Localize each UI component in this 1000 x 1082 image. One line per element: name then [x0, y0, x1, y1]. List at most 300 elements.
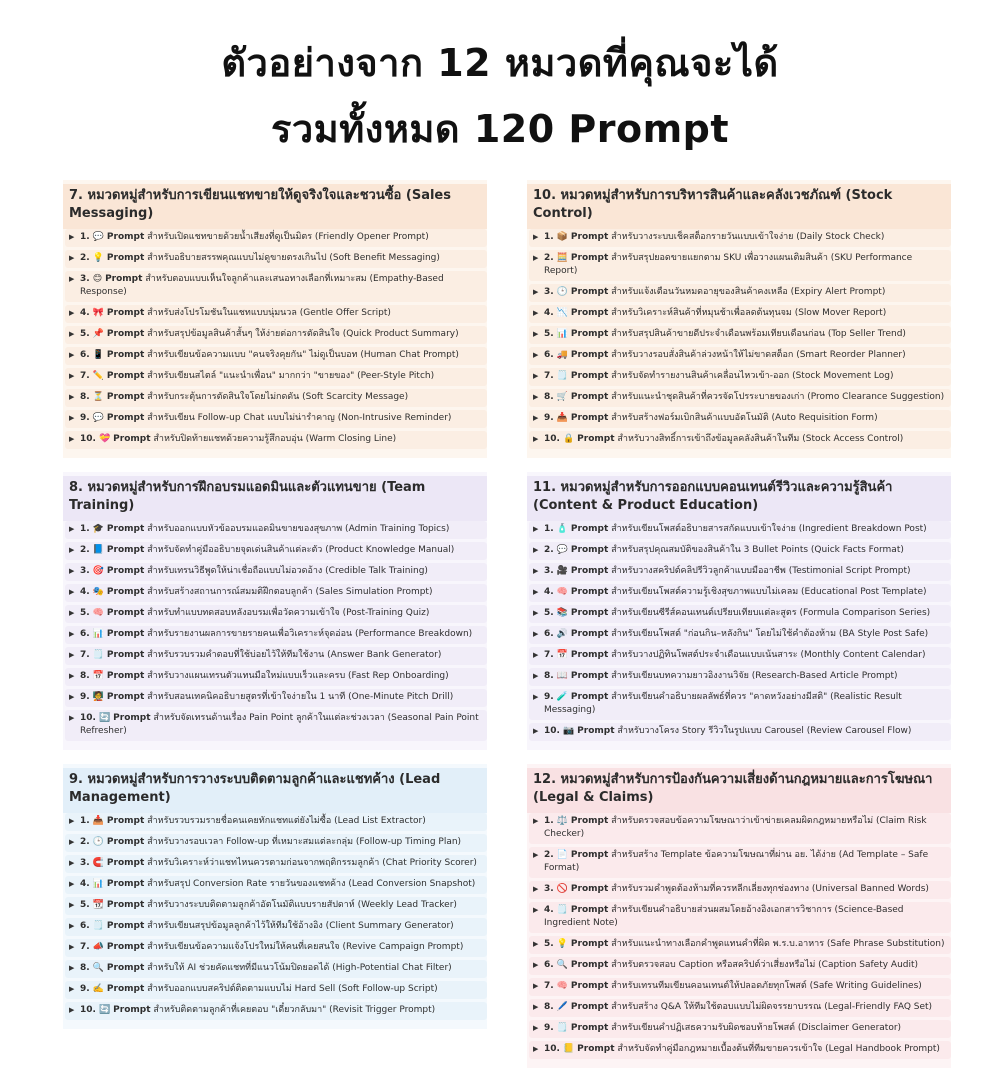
- toggle-triangle-icon[interactable]: ▶: [69, 943, 75, 951]
- prompt-text: [80, 307, 483, 320]
- prompt-description: สำหรับเทรนวิธีพูดให้น่าเชื่อถือแบบไม่อวดอ้าง (Credible Talk Training): [147, 566, 428, 576]
- prompt-emoji-icon: 🕒: [556, 287, 568, 297]
- prompt-toggle-item[interactable]: [65, 271, 487, 302]
- prompt-number: 5.: [80, 329, 90, 339]
- category-section: [527, 472, 951, 750]
- prompt-number: 1.: [80, 232, 90, 242]
- prompt-toggle-item[interactable]: [529, 305, 951, 323]
- prompt-label: Prompt: [113, 713, 151, 723]
- prompt-label: Prompt: [570, 960, 609, 970]
- category-title: 10. หมวดหมู่สำหรับการบริหารสินค้าและคลังเวชภัณฑ์ (Stock Control): [527, 184, 951, 229]
- prompt-emoji-icon: 💬: [556, 545, 568, 555]
- toggle-triangle-icon[interactable]: ▶: [69, 435, 75, 443]
- prompt-text: [544, 959, 947, 972]
- toggle-triangle-icon[interactable]: ▶: [69, 1006, 75, 1014]
- prompt-description: สำหรับรวบรวมคำตอบที่ใช้บ่อยไว้ให้ทีมใช้งาน (Answer Bank Generator): [147, 650, 442, 660]
- prompt-emoji-icon: 🔒: [562, 434, 575, 444]
- prompt-description: สำหรับเขียนโพสต์ความรู้เชิงสุขภาพแบบไม่เคลม (Educational Post Template): [611, 587, 927, 597]
- toggle-triangle-icon[interactable]: ▶: [69, 880, 75, 888]
- toggle-triangle-icon[interactable]: ▶: [69, 714, 75, 722]
- prompt-emoji-icon: 🚚: [556, 350, 568, 360]
- prompt-toggle-item[interactable]: [529, 563, 951, 581]
- prompt-label: Prompt: [106, 837, 145, 847]
- toggle-triangle-icon[interactable]: ▶: [533, 1024, 539, 1032]
- prompt-text: [544, 328, 947, 341]
- prompt-toggle-item[interactable]: [65, 542, 487, 560]
- toggle-triangle-icon[interactable]: ▶: [533, 630, 539, 638]
- toggle-triangle-icon[interactable]: ▶: [69, 351, 75, 359]
- prompt-emoji-icon: 📣: [92, 942, 104, 952]
- prompt-number: 7.: [544, 981, 554, 991]
- prompt-number: 6.: [544, 960, 554, 970]
- prompt-toggle-item[interactable]: [65, 326, 487, 344]
- prompt-description: สำหรับวางระบบติดตามลูกค้าอัตโนมัติแบบรายสัปดาห์ (Weekly Lead Tracker): [147, 900, 457, 910]
- toggle-triangle-icon[interactable]: ▶: [533, 233, 539, 241]
- prompt-emoji-icon: 📦: [556, 232, 568, 242]
- toggle-triangle-icon[interactable]: ▶: [533, 727, 539, 735]
- toggle-triangle-icon[interactable]: ▶: [533, 372, 539, 380]
- prompt-description: สำหรับให้ AI ช่วยคัดแชทที่มีแนวโน้มปิดยอดได้ (High-Potential Chat Filter): [147, 963, 452, 973]
- prompt-text: [80, 815, 483, 828]
- prompt-text: [544, 391, 947, 404]
- prompt-emoji-icon: ✏️: [92, 371, 104, 381]
- prompt-emoji-icon: 🎭: [92, 587, 104, 597]
- prompt-emoji-icon: 📷: [562, 726, 575, 736]
- prompt-number: 3.: [80, 858, 90, 868]
- prompt-emoji-icon: 🔍: [556, 960, 568, 970]
- prompt-number: 5.: [80, 900, 90, 910]
- prompt-description: สำหรับปิดท้ายแชทด้วยความรู้สึกอบอุ่น (Warm Closing Line): [153, 434, 397, 444]
- prompt-toggle-item[interactable]: [65, 939, 487, 957]
- prompt-number: 1.: [80, 524, 90, 534]
- prompt-number: 2.: [80, 545, 90, 555]
- prompt-description: สำหรับวางแผนเทรนตัวแทนมือใหม่แบบเร็วและครบ (Fast Rep Onboarding): [147, 671, 449, 681]
- prompt-text: [80, 433, 483, 446]
- prompt-description: สำหรับวางระบบเช็คสต็อกรายวันแบบเข้าใจง่าย (Daily Stock Check): [611, 232, 885, 242]
- prompt-emoji-icon: 📥: [556, 413, 568, 423]
- toggle-triangle-icon[interactable]: ▶: [533, 254, 539, 262]
- toggle-triangle-icon[interactable]: ▶: [69, 372, 75, 380]
- prompt-description: สำหรับเขียนโพสต์ "ก่อนกิน–หลังกิน" โดยไม่ใช้คำต้องห้าม (BA Style Post Safe): [611, 629, 929, 639]
- toggle-triangle-icon[interactable]: ▶: [69, 859, 75, 867]
- prompt-text: [80, 983, 483, 996]
- toggle-triangle-icon[interactable]: ▶: [533, 309, 539, 317]
- prompt-toggle-item[interactable]: [529, 250, 951, 281]
- prompt-toggle-item[interactable]: [65, 229, 487, 247]
- prompt-number: 10.: [80, 713, 96, 723]
- prompt-toggle-item[interactable]: [529, 813, 951, 844]
- prompt-text: [80, 412, 483, 425]
- prompt-number: 9.: [544, 692, 554, 702]
- toggle-triangle-icon[interactable]: ▶: [533, 906, 539, 914]
- prompt-emoji-icon: 💝: [98, 434, 111, 444]
- prompt-emoji-icon: 🔄: [98, 713, 111, 723]
- prompt-label: Prompt: [106, 253, 145, 263]
- prompt-text: [544, 691, 947, 717]
- prompt-toggle-item[interactable]: [65, 981, 487, 999]
- prompt-number: 2.: [544, 545, 554, 555]
- toggle-triangle-icon[interactable]: ▶: [69, 275, 75, 283]
- toggle-triangle-icon[interactable]: ▶: [533, 651, 539, 659]
- prompt-emoji-icon: 📚: [556, 608, 568, 618]
- toggle-triangle-icon[interactable]: ▶: [69, 254, 75, 262]
- prompt-toggle-item[interactable]: [65, 250, 487, 268]
- prompt-text: [80, 878, 483, 891]
- prompt-description: สำหรับตรวจสอบ Caption หรือสคริปต์ว่าเสี่ยงหรือไม่ (Caption Safety Audit): [611, 960, 919, 970]
- prompt-toggle-item[interactable]: [65, 897, 487, 915]
- prompt-toggle-item[interactable]: [65, 368, 487, 386]
- prompt-toggle-item[interactable]: [529, 978, 951, 996]
- prompt-label: Prompt: [577, 726, 615, 736]
- prompt-label: Prompt: [106, 629, 145, 639]
- prompt-number: 3.: [80, 274, 90, 284]
- category-title: 12. หมวดหมู่สำหรับการป้องกันความเสี่ยงด้านกฎหมายและการโฆษณา (Legal & Claims): [527, 768, 951, 813]
- toggle-triangle-icon[interactable]: ▶: [69, 672, 75, 680]
- toggle-triangle-icon[interactable]: ▶: [69, 567, 75, 575]
- toggle-triangle-icon[interactable]: ▶: [69, 330, 75, 338]
- toggle-triangle-icon[interactable]: ▶: [69, 838, 75, 846]
- prompt-description: สำหรับสรุปสินค้าขายดีประจำเดือนพร้อมเทียบเดือนก่อน (Top Seller Trend): [611, 329, 906, 339]
- prompt-toggle-item[interactable]: [529, 723, 951, 741]
- prompt-label: Prompt: [570, 884, 609, 894]
- toggle-triangle-icon[interactable]: ▶: [533, 982, 539, 990]
- prompt-label: Prompt: [570, 392, 609, 402]
- right-column: [527, 180, 951, 1082]
- toggle-triangle-icon[interactable]: ▶: [69, 693, 75, 701]
- prompt-description: สำหรับออกแบบสคริปต์ติดตามแบบไม่ Hard Sell (Soft Follow-up Script): [147, 984, 438, 994]
- prompt-toggle-item[interactable]: [65, 584, 487, 602]
- prompt-emoji-icon: 🛒: [556, 392, 568, 402]
- category-title: 11. หมวดหมู่สำหรับการออกแบบคอนเทนต์รีวิวและความรู้สินค้า (Content & Product Education): [527, 476, 951, 521]
- prompt-toggle-item[interactable]: [529, 626, 951, 644]
- headline: [0, 30, 1000, 162]
- toggle-triangle-icon[interactable]: ▶: [69, 630, 75, 638]
- prompt-label: Prompt: [106, 671, 145, 681]
- prompt-toggle-item[interactable]: [65, 389, 487, 407]
- prompt-emoji-icon: 🎯: [92, 566, 104, 576]
- toggle-triangle-icon[interactable]: ▶: [533, 1045, 539, 1053]
- prompt-description: สำหรับวางสิทธิ์การเข้าถึงข้อมูลคลังสินค้าในทีม (Stock Access Control): [617, 434, 904, 444]
- prompt-description: สำหรับวิเคราะห์สินค้าที่หมุนช้าเพื่อลดต้นทุนจม (Slow Mover Report): [611, 308, 887, 318]
- prompt-text: [544, 607, 947, 620]
- prompt-emoji-icon: 📊: [556, 329, 568, 339]
- prompt-description: สำหรับจัดเทรนด้านเรื่อง Pain Point ลูกค้าในแต่ละช่วงเวลา (Seasonal Pain Point Refresher): [80, 713, 479, 736]
- prompt-text: [544, 231, 947, 244]
- prompt-emoji-icon: 🖊️: [556, 1002, 568, 1012]
- toggle-triangle-icon[interactable]: ▶: [69, 609, 75, 617]
- prompt-emoji-icon: 💬: [92, 232, 104, 242]
- prompt-label: Prompt: [570, 1002, 609, 1012]
- prompt-number: 7.: [80, 942, 90, 952]
- category-section: [527, 180, 951, 458]
- prompt-emoji-icon: 🎀: [92, 308, 104, 318]
- toggle-triangle-icon[interactable]: ▶: [533, 940, 539, 948]
- prompt-number: 4.: [544, 308, 554, 318]
- prompt-toggle-item[interactable]: [529, 326, 951, 344]
- prompt-text: [80, 391, 483, 404]
- prompt-label: Prompt: [106, 816, 145, 826]
- prompt-label: Prompt: [570, 524, 609, 534]
- prompt-emoji-icon: ✍️: [92, 984, 104, 994]
- toggle-triangle-icon[interactable]: ▶: [533, 961, 539, 969]
- toggle-triangle-icon[interactable]: ▶: [69, 922, 75, 930]
- prompt-label: Prompt: [106, 900, 145, 910]
- toggle-triangle-icon[interactable]: ▶: [533, 414, 539, 422]
- prompt-description: สำหรับสร้าง Template ข้อความโฆษณาที่ผ่าน อย. ได้ง่าย (Ad Template – Safe Format): [544, 850, 929, 873]
- prompt-toggle-item[interactable]: [529, 347, 951, 365]
- prompt-emoji-icon: 📆: [92, 900, 104, 910]
- prompt-toggle-item[interactable]: [529, 229, 951, 247]
- prompt-toggle-item[interactable]: [529, 936, 951, 954]
- prompt-label: Prompt: [570, 692, 609, 702]
- prompt-emoji-icon: 💬: [92, 413, 104, 423]
- prompt-toggle-item[interactable]: [529, 431, 951, 449]
- prompt-text: [544, 586, 947, 599]
- prompt-description: สำหรับสรุปคุณสมบัติของสินค้าใน 3 Bullet Points (Quick Facts Format): [611, 545, 904, 555]
- prompt-toggle-item[interactable]: [65, 710, 487, 741]
- prompt-toggle-item[interactable]: [529, 368, 951, 386]
- prompt-description: สำหรับสรุปยอดขายแยกตาม SKU เพื่อวางแผนเติมสินค้า (SKU Performance Report): [544, 253, 913, 276]
- prompt-number: 4.: [80, 587, 90, 597]
- prompt-toggle-item[interactable]: [529, 521, 951, 539]
- category-section: [63, 180, 487, 458]
- prompt-toggle-item[interactable]: [529, 647, 951, 665]
- prompt-description: สำหรับเขียนซีรีส์คอนเทนต์เปรียบเทียบแต่ละสูตร (Formula Comparison Series): [611, 608, 931, 618]
- toggle-triangle-icon[interactable]: ▶: [533, 588, 539, 596]
- prompt-toggle-item[interactable]: [529, 284, 951, 302]
- toggle-triangle-icon[interactable]: ▶: [69, 817, 75, 825]
- prompt-emoji-icon: 📉: [556, 308, 568, 318]
- prompt-emoji-icon: ⚖️: [556, 816, 568, 826]
- toggle-triangle-icon[interactable]: ▶: [533, 609, 539, 617]
- prompt-toggle-item[interactable]: [65, 834, 487, 852]
- prompt-text: [544, 670, 947, 683]
- toggle-triangle-icon[interactable]: ▶: [533, 817, 539, 825]
- prompt-toggle-item[interactable]: [65, 855, 487, 873]
- toggle-triangle-icon[interactable]: ▶: [533, 288, 539, 296]
- prompt-toggle-item[interactable]: [529, 389, 951, 407]
- prompt-label: Prompt: [570, 816, 609, 826]
- toggle-triangle-icon[interactable]: ▶: [533, 672, 539, 680]
- prompt-toggle-item[interactable]: [529, 957, 951, 975]
- prompt-label: Prompt: [570, 566, 609, 576]
- toggle-triangle-icon[interactable]: ▶: [533, 1003, 539, 1011]
- toggle-triangle-icon[interactable]: ▶: [533, 546, 539, 554]
- prompt-text: [80, 370, 483, 383]
- prompt-text: [80, 544, 483, 557]
- prompt-toggle-item[interactable]: [65, 813, 487, 831]
- prompt-label: Prompt: [106, 879, 145, 889]
- toggle-triangle-icon[interactable]: ▶: [533, 885, 539, 893]
- prompt-text: [544, 252, 947, 278]
- prompt-label: Prompt: [570, 939, 609, 949]
- prompt-label: Prompt: [106, 232, 145, 242]
- left-column: [63, 180, 487, 1043]
- prompt-text: [80, 691, 483, 704]
- toggle-triangle-icon[interactable]: ▶: [69, 588, 75, 596]
- prompt-toggle-item[interactable]: [65, 410, 487, 428]
- prompt-text: [80, 252, 483, 265]
- prompt-toggle-item[interactable]: [529, 881, 951, 899]
- prompt-toggle-item[interactable]: [529, 1041, 951, 1059]
- prompt-label: Prompt: [106, 350, 145, 360]
- prompt-description: สำหรับเขียนข้อความแบบ "คนจริงคุยกัน" ไม่ดูเป็นบอท (Human Chat Prompt): [147, 350, 459, 360]
- prompt-toggle-item[interactable]: [529, 999, 951, 1017]
- prompt-description: สำหรับสร้าง Q&A ให้ทีมใช้ตอบแบบไม่ผิดจรรยาบรรณ (Legal-Friendly FAQ Set): [611, 1002, 933, 1012]
- toggle-triangle-icon[interactable]: ▶: [69, 964, 75, 972]
- prompt-text: [544, 433, 947, 446]
- prompt-number: 6.: [80, 350, 90, 360]
- toggle-triangle-icon[interactable]: ▶: [69, 985, 75, 993]
- prompt-emoji-icon: 📱: [92, 350, 104, 360]
- prompt-description: สำหรับเขียนสรุปข้อมูลลูกค้าไว้ให้ทีมใช้อ้างอิง (Client Summary Generator): [147, 921, 454, 931]
- prompt-number: 8.: [80, 392, 90, 402]
- prompt-number: 4.: [544, 587, 554, 597]
- prompt-number: 2.: [80, 837, 90, 847]
- prompt-toggle-item[interactable]: [65, 431, 487, 449]
- prompt-emoji-icon: 📌: [92, 329, 104, 339]
- prompt-description: สำหรับวางปฏิทินโพสต์ประจำเดือนแบบเน้นสาระ (Monthly Content Calendar): [611, 650, 926, 660]
- prompt-text: [80, 836, 483, 849]
- prompt-number: 6.: [80, 921, 90, 931]
- category-section: [527, 764, 951, 1068]
- prompt-emoji-icon: 🧪: [556, 692, 568, 702]
- toggle-triangle-icon[interactable]: ▶: [69, 233, 75, 241]
- prompt-label: Prompt: [570, 905, 609, 915]
- prompt-text: [544, 904, 947, 930]
- prompt-description: สำหรับรวมคำพูดต้องห้ามที่ควรหลีกเลี่ยงทุกช่องทาง (Universal Banned Words): [611, 884, 929, 894]
- toggle-triangle-icon[interactable]: ▶: [69, 309, 75, 317]
- toggle-triangle-icon[interactable]: ▶: [533, 351, 539, 359]
- prompt-toggle-item[interactable]: [65, 668, 487, 686]
- prompt-description: สำหรับเขียนคำอธิบายผลลัพธ์ที่ควร "คาดหวังอย่างมีสติ" (Realistic Result Messaging): [544, 692, 902, 715]
- prompt-toggle-item[interactable]: [65, 605, 487, 623]
- toggle-triangle-icon[interactable]: ▶: [69, 525, 75, 533]
- prompt-label: Prompt: [570, 413, 609, 423]
- category-title: 9. หมวดหมู่สำหรับการวางระบบติดตามลูกค้าและแชทค้าง (Lead Management): [63, 768, 487, 813]
- prompt-description: สำหรับเขียนบทความยาวอิงงานวิจัย (Research-Based Article Prompt): [611, 671, 898, 681]
- prompt-emoji-icon: 🕒: [92, 837, 104, 847]
- prompt-emoji-icon: 📖: [556, 671, 568, 681]
- prompt-toggle-item[interactable]: [65, 563, 487, 581]
- toggle-triangle-icon[interactable]: ▶: [533, 525, 539, 533]
- prompt-emoji-icon: ⏳: [92, 392, 104, 402]
- prompt-label: Prompt: [113, 434, 151, 444]
- prompt-text: [80, 670, 483, 683]
- prompt-description: สำหรับจัดทำรายงานสินค้าเคลื่อนไหวเข้า-ออก (Stock Movement Log): [611, 371, 894, 381]
- prompt-toggle-item[interactable]: [529, 542, 951, 560]
- prompt-toggle-item[interactable]: [65, 626, 487, 644]
- prompt-toggle-item[interactable]: [65, 305, 487, 323]
- toggle-triangle-icon[interactable]: ▶: [533, 693, 539, 701]
- prompt-text: [80, 523, 483, 536]
- prompt-number: 6.: [80, 629, 90, 639]
- toggle-triangle-icon[interactable]: ▶: [69, 393, 75, 401]
- prompt-description: สำหรับสรุป Conversion Rate รายวันของแชทค้าง (Lead Conversion Snapshot): [147, 879, 476, 889]
- toggle-triangle-icon[interactable]: ▶: [533, 435, 539, 443]
- prompt-number: 10.: [544, 1044, 560, 1054]
- prompt-toggle-item[interactable]: [529, 410, 951, 428]
- toggle-triangle-icon[interactable]: ▶: [533, 851, 539, 859]
- prompt-text: [544, 628, 947, 641]
- prompt-number: 9.: [80, 984, 90, 994]
- prompt-number: 9.: [544, 413, 554, 423]
- prompt-text: [80, 857, 483, 870]
- prompt-toggle-item[interactable]: [65, 1002, 487, 1020]
- prompt-toggle-item[interactable]: [529, 902, 951, 933]
- prompt-text: [544, 815, 947, 841]
- prompt-number: 10.: [80, 1005, 96, 1015]
- prompt-emoji-icon: 🧠: [556, 587, 568, 597]
- prompt-text: [80, 231, 483, 244]
- prompt-label: Prompt: [106, 308, 145, 318]
- prompt-toggle-item[interactable]: [65, 960, 487, 978]
- prompt-text: [544, 412, 947, 425]
- prompt-toggle-item[interactable]: [65, 876, 487, 894]
- prompt-toggle-item[interactable]: [529, 668, 951, 686]
- toggle-triangle-icon[interactable]: ▶: [533, 330, 539, 338]
- prompt-text: [544, 980, 947, 993]
- toggle-triangle-icon[interactable]: ▶: [69, 414, 75, 422]
- prompt-number: 9.: [544, 1023, 554, 1033]
- prompt-emoji-icon: 🧲: [92, 858, 104, 868]
- prompt-toggle-item[interactable]: [529, 1020, 951, 1038]
- prompt-number: 7.: [80, 650, 90, 660]
- prompt-label: Prompt: [570, 287, 609, 297]
- prompt-label: Prompt: [113, 1005, 151, 1015]
- prompt-toggle-item[interactable]: [65, 647, 487, 665]
- prompt-description: สำหรับเขียนโพสต์อธิบายสารสกัดแบบเข้าใจง่าย (Ingredient Breakdown Post): [611, 524, 927, 534]
- prompt-emoji-icon: 🗒️: [556, 371, 568, 381]
- prompt-description: สำหรับเขียนข้อความแจ้งโปรใหม่ให้คนที่เคยสนใจ (Revive Campaign Prompt): [147, 942, 464, 952]
- prompt-number: 7.: [544, 650, 554, 660]
- prompt-number: 1.: [80, 816, 90, 826]
- prompt-label: Prompt: [577, 1044, 615, 1054]
- prompt-toggle-item[interactable]: [65, 521, 487, 539]
- prompt-number: 5.: [544, 608, 554, 618]
- headline-line-1: ตัวอย่างจาก 12 หมวดที่คุณจะได้: [221, 41, 779, 85]
- prompt-emoji-icon: 📅: [556, 650, 568, 660]
- prompt-toggle-item[interactable]: [529, 847, 951, 878]
- prompt-description: สำหรับรายงานผลการขายรายคนเพื่อวิเคราะห์จุดอ่อน (Performance Breakdown): [147, 629, 473, 639]
- prompt-label: Prompt: [570, 253, 609, 263]
- prompt-text: [544, 1001, 947, 1014]
- prompt-label: Prompt: [106, 692, 145, 702]
- toggle-triangle-icon[interactable]: ▶: [69, 651, 75, 659]
- prompt-text: [544, 938, 947, 951]
- prompt-emoji-icon: 🧴: [556, 524, 568, 534]
- prompt-toggle-item[interactable]: [65, 347, 487, 365]
- prompt-emoji-icon: 🧮: [556, 253, 568, 263]
- prompt-toggle-item[interactable]: [529, 584, 951, 602]
- prompt-toggle-item[interactable]: [529, 605, 951, 623]
- prompt-description: สำหรับออกแบบหัวข้ออบรมแอดมินขายของสุขภาพ (Admin Training Topics): [147, 524, 450, 534]
- prompt-toggle-item[interactable]: [65, 689, 487, 707]
- prompt-number: 9.: [80, 692, 90, 702]
- toggle-triangle-icon[interactable]: ▶: [69, 546, 75, 554]
- toggle-triangle-icon[interactable]: ▶: [69, 901, 75, 909]
- prompt-emoji-icon: 🎓: [92, 524, 104, 534]
- prompt-toggle-item[interactable]: [65, 918, 487, 936]
- toggle-triangle-icon[interactable]: ▶: [533, 567, 539, 575]
- prompt-text: [80, 712, 483, 738]
- prompt-text: [544, 349, 947, 362]
- prompt-description: สำหรับรวบรวมรายชื่อคนเคยทักแชทแต่ยังไม่ซื้อ (Lead List Extractor): [147, 816, 426, 826]
- prompt-toggle-item[interactable]: [529, 689, 951, 720]
- prompt-label: Prompt: [106, 524, 145, 534]
- category-title: 8. หมวดหมู่สำหรับการฝึกอบรมแอดมินและตัวแทนขาย (Team Training): [63, 476, 487, 521]
- toggle-triangle-icon[interactable]: ▶: [533, 393, 539, 401]
